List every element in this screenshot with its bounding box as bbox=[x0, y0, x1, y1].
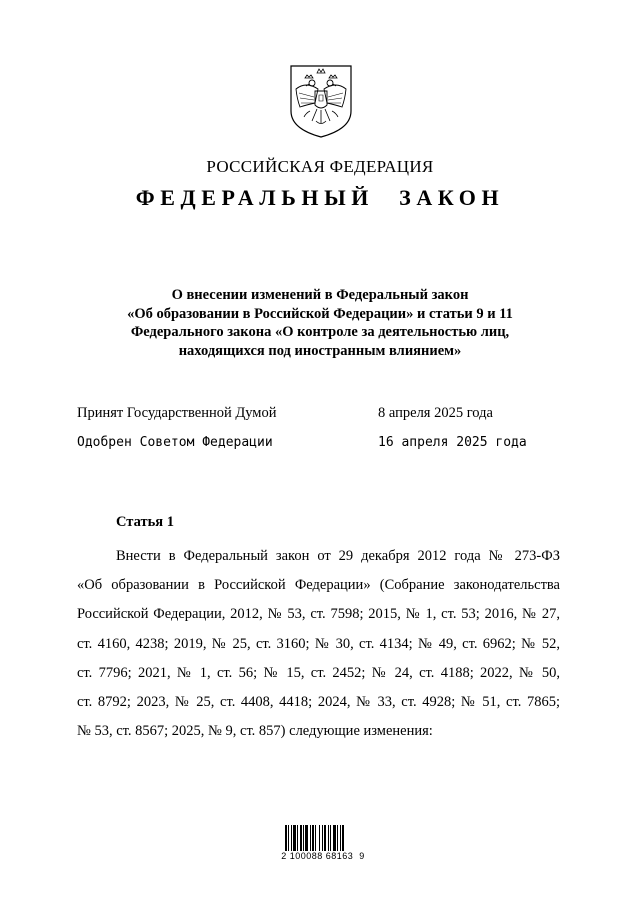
article-line: Российской Федерации, 2012, № 53, ст. 7598; 2015, № 1, ст. 53; 2016, № 27, bbox=[77, 606, 560, 623]
law-title-line: Федерального закона «О контроле за деятельностью лиц, bbox=[130, 324, 510, 340]
country-name: РОССИЙСКАЯ ФЕДЕРАЦИЯ bbox=[206, 157, 434, 176]
article-line: № 53, ст. 8567; 2025, № 9, ст. 857) следующие изменения: bbox=[77, 723, 433, 740]
russian-coat-of-arms-icon bbox=[288, 63, 354, 139]
adoption-duma-row bbox=[77, 405, 597, 425]
article-heading: Статья 1 bbox=[116, 514, 174, 530]
document-type: ФЕДЕРАЛЬНЫЙ ЗАКОН bbox=[135, 185, 505, 210]
adoption-duma-label: Принят Государственной Думой bbox=[77, 405, 277, 421]
law-title-line: «Об образовании в Российской Федерации» и статьи 9 и 11 bbox=[127, 305, 513, 322]
law-title-line: О внесении изменений в Федеральный закон bbox=[171, 287, 469, 303]
article-line: ст. 8792; 2023, № 25, ст. 4408, 4418; 2024, № 33, ст. 4928; № 51, ст. 7865; bbox=[77, 693, 560, 710]
law-title bbox=[70, 286, 570, 360]
approval-council-label: Одобрен Советом Федерации bbox=[77, 435, 273, 450]
article-line: «Об образовании в Российской Федерации» (Собрание законодательства bbox=[77, 577, 560, 594]
approval-council-date: 16 апреля 2025 года bbox=[378, 435, 527, 450]
adoption-duma-date: 8 апреля 2025 года bbox=[378, 405, 493, 421]
barcode-number: 2 100088 68163 9 bbox=[281, 851, 365, 861]
law-title-line: находящихся под иностранным влиянием» bbox=[178, 342, 462, 359]
article-line: ст. 4160, 4238; 2019, № 25, ст. 3160; № 30, ст. 4134; № 49, ст. 6962; № 52, bbox=[77, 635, 560, 652]
approval-council-row bbox=[77, 435, 597, 455]
article-line: Внести в Федеральный закон от 29 декабря 2012 года № 273-ФЗ bbox=[116, 548, 560, 564]
article-line: ст. 7796; 2021, № 1, ст. 56; № 15, ст. 2452; № 24, ст. 4188; 2022, № 50, bbox=[77, 664, 560, 681]
barcode-icon bbox=[285, 825, 357, 851]
article-body bbox=[77, 542, 560, 746]
